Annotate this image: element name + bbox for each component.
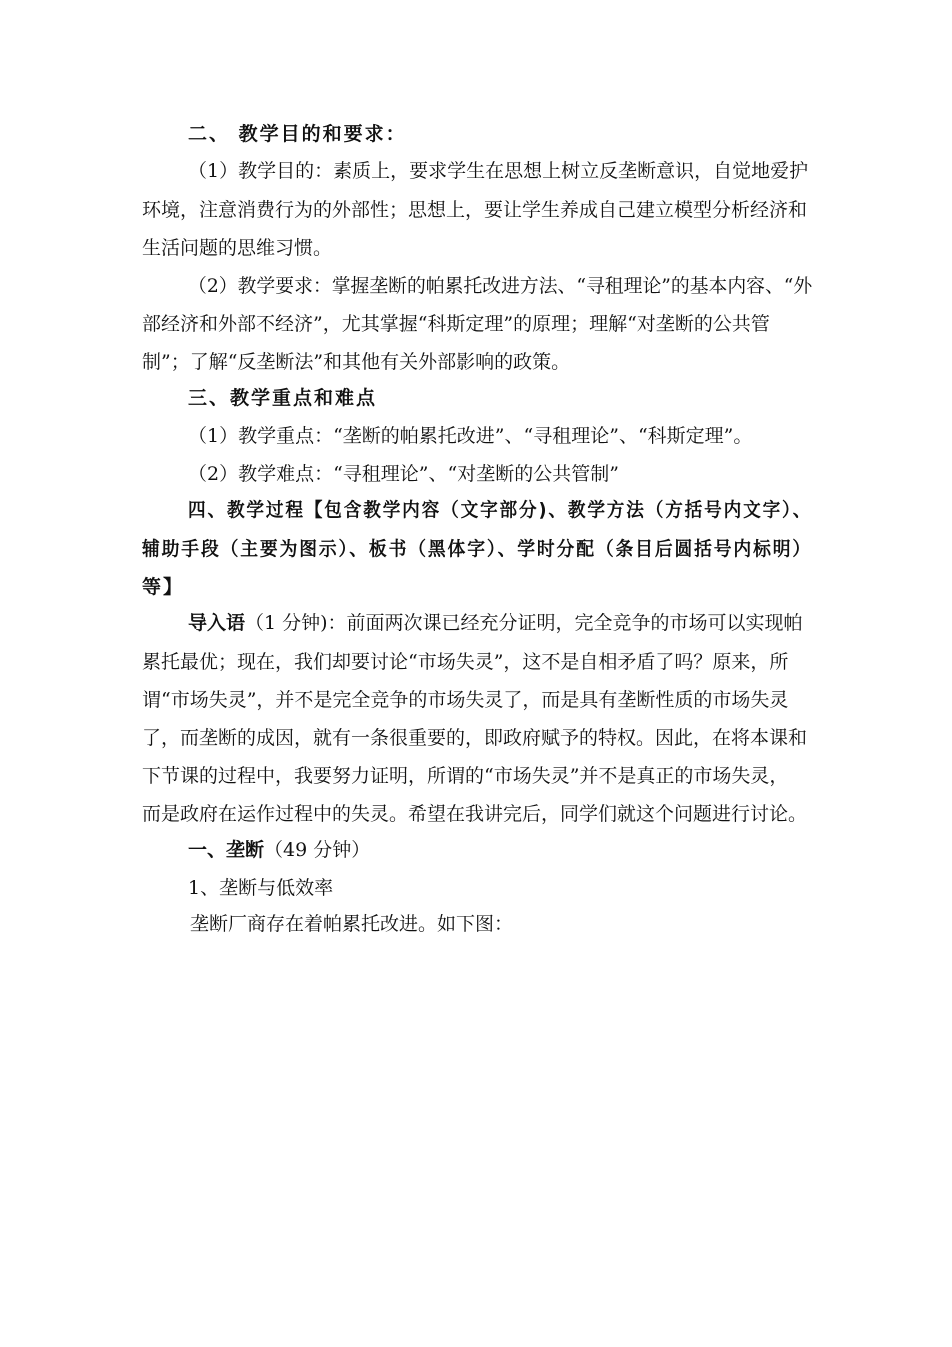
intro-line-1-text: （1 分钟)：前面两次课已经充分证明，完全竞争的市场可以实现帕	[245, 612, 803, 634]
part-1-label: 一、垄断	[188, 839, 265, 861]
intro-label: 导入语	[188, 612, 246, 634]
part-1-time: （49 分钟）	[264, 839, 371, 861]
section-3-title: 三、教学重点和难点	[188, 387, 378, 409]
section-2-title: 二、 教学目的和要求：	[188, 123, 407, 145]
intro-line-6: 而是政府在运作过程中的失灵。希望在我讲完后，同学们就这个问题进行讨论。	[142, 803, 808, 825]
section-4-title-line-1: 四、教学过程【包含教学内容（文字部分)、教学方法（方括号内文字）、	[188, 499, 813, 521]
intro-line-3: 谓“市场失灵”，并不是完全竞争的市场失灵了，而是具有垄断性质的市场失灵	[142, 689, 789, 711]
intro-line-4: 了，而垄断的成因，就有一条很重要的，即政府赋予的特权。因此，在将本课和	[142, 727, 808, 749]
section-4-title-line-2: 辅助手段（主要为图示）、板书（黑体字）、学时分配（条目后圆括号内标明）	[142, 538, 813, 560]
section-3-item-1: （1）教学重点：“垄断的帕累托改进”、“寻租理论”、“科斯定理”。	[188, 425, 753, 447]
section-2-item-1-line-2: 环境，注意消费行为的外部性；思想上，要让学生养成自己建立模型分析经济和	[142, 199, 808, 221]
section-2-item-2-line-2: 部经济和外部不经济”，尤其掌握“科斯定理”的原理；理解“对垄断的公共管	[142, 313, 770, 335]
section-3-item-2: （2）教学难点：“寻租理论”、“对垄断的公共管制”	[188, 463, 619, 485]
part-1-heading	[188, 838, 370, 862]
section-4-title-line-3: 等】	[142, 576, 185, 598]
section-2-item-1-line-1: （1）教学目的：素质上，要求学生在思想上树立反垄断意识，自觉地爱护	[188, 160, 809, 182]
intro-line-1	[188, 611, 803, 635]
section-2-item-2-line-3: 制”；了解“反垄断法”和其他有关外部影响的政策。	[142, 351, 571, 373]
section-2-item-2-line-1: （2）教学要求：掌握垄断的帕累托改进方法、“寻租理论”的基本内容、“外	[188, 275, 813, 297]
intro-line-5: 下节课的过程中，我要努力证明，所谓的“市场失灵”并不是真正的市场失灵，	[142, 765, 789, 787]
part-1-sub-1: 1、垄断与低效率	[188, 877, 334, 899]
section-2-item-1-line-3: 生活问题的思维习惯。	[142, 237, 333, 259]
intro-line-2: 累托最优；现在，我们却要讨论“市场失灵”，这不是自相矛盾了吗？原来，所	[142, 651, 789, 673]
part-1-sub-1-text: 垄断厂商存在着帕累托改进。如下图：	[190, 913, 514, 935]
